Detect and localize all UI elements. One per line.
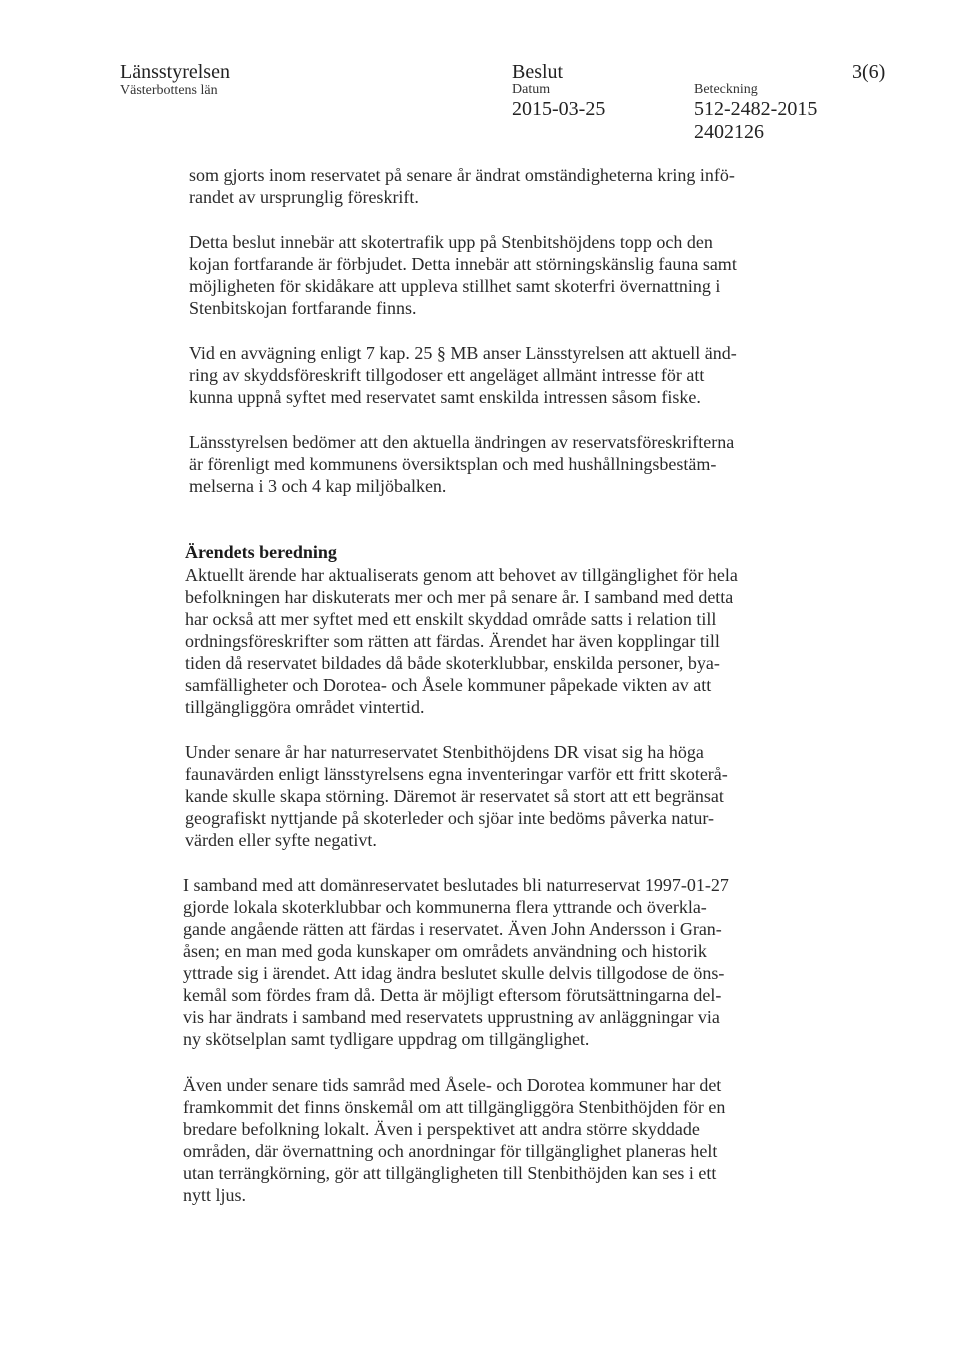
text-line: som gjorts inom reservatet på senare år ändrat omständigheterna kring infö- xyxy=(189,165,735,185)
text-line: ordningsföreskrifter som rätten att färdas. Ärendet har även kopplingar till xyxy=(185,631,720,651)
county-name: Västerbottens län xyxy=(120,83,218,98)
paragraph xyxy=(185,564,785,718)
text-line: Stenbitskojan fortfarande finns. xyxy=(189,298,417,318)
text-line: framkommit det finns önskemål om att tillgängliggöra Stenbithöjden för en xyxy=(183,1097,726,1117)
text-line: kojan fortfarande är förbjudet. Detta innebär att störningskänslig fauna samt xyxy=(189,254,737,274)
text-line: möjligheten för skidåkare att uppleva stillhet samt skoterfri övernattning i xyxy=(189,276,721,296)
text-line: ny skötselplan samt tydligare uppdrag om tillgänglighet. xyxy=(183,1029,590,1049)
text-line: gjorde lokala skoterklubbar och kommunerna flera yttrande och överkla- xyxy=(183,897,707,917)
text-line: Detta beslut innebär att skotertrafik upp på Stenbitshöjdens topp och den xyxy=(189,232,713,252)
text-line: kunna uppnå syftet med reservatet samt enskilda intressen såsom fiske. xyxy=(189,387,701,407)
section-heading: Ärendets beredning xyxy=(185,542,337,562)
text-line: nytt ljus. xyxy=(183,1185,247,1205)
paragraph xyxy=(183,874,783,1050)
text-line: yttrade sig i ärendet. Att idag ändra beslutet skulle delvis tillgodose de öns- xyxy=(183,963,725,983)
paragraph xyxy=(189,342,789,408)
text-line: Vid en avvägning enligt 7 kap. 25 § MB anser Länsstyrelsen att aktuell änd- xyxy=(189,343,737,363)
text-line: I samband med att domänreservatet beslutades bli naturreservat 1997-01-27 xyxy=(183,875,729,895)
reference-number: 512-2482-2015 xyxy=(694,98,818,120)
text-line: befolkningen har diskuterats mer och mer på senare år. I samband med detta xyxy=(185,587,734,607)
text-line: melserna i 3 och 4 kap miljöbalken. xyxy=(189,476,447,496)
paragraph xyxy=(189,231,789,319)
paragraph xyxy=(189,431,789,497)
text-line: samfälligheter och Dorotea- och Åsele kommuner påpekade vikten av att xyxy=(185,675,712,695)
text-line: åsen; en man med goda kunskaper om områdets användning och historik xyxy=(183,941,707,961)
paragraph xyxy=(185,741,785,851)
text-line: gande angående rätten att färdas i reservatet. Även John Andersson i Gran- xyxy=(183,919,722,939)
text-line: geografiskt nyttjande på skoterleder och sjöar inte bedöms påverka natur- xyxy=(185,808,714,828)
text-line: värden eller syfte negativt. xyxy=(185,830,377,850)
text-line: kemål som fördes fram då. Detta är möjligt eftersom förutsättningarna del- xyxy=(183,985,722,1005)
paragraph xyxy=(189,164,789,208)
text-line: randet av ursprunglig föreskrift. xyxy=(189,187,419,207)
text-line: vis har ändrats i samband med reservatets upprustning av anläggningar via xyxy=(183,1007,720,1027)
text-line: är förenligt med kommunens översiktsplan och med hushållningsbestäm- xyxy=(189,454,717,474)
document-date: 2015-03-25 xyxy=(512,98,606,120)
text-line: Även under senare tids samråd med Åsele- och Dorotea kommuner har det xyxy=(183,1075,722,1095)
text-line: Länsstyrelsen bedömer att den aktuella ändringen av reservatsföreskrifterna xyxy=(189,432,735,452)
paragraph xyxy=(183,1074,783,1206)
text-line: tiden då reservatet bildades då både skoterklubbar, enskilda personer, bya- xyxy=(185,653,720,673)
text-line: faunavärden enligt länsstyrelsens egna inventeringar varför ett fritt skoterå- xyxy=(185,764,728,784)
page-number: 3(6) xyxy=(852,61,886,83)
document-type: Beslut xyxy=(512,61,564,83)
text-line: har också att mer syftet med ett enskilt skyddad område satts i relation till xyxy=(185,609,717,629)
reference-label: Beteckning xyxy=(694,82,758,97)
organization-name: Länsstyrelsen xyxy=(120,61,230,83)
text-line: kande skulle skapa störning. Däremot är reservatet så stort att ett begränsat xyxy=(185,786,724,806)
text-line: områden, där övernattning och anordningar för tillgänglighet planeras helt xyxy=(183,1141,718,1161)
text-line: ring av skyddsföreskrift tillgodoser ett angeläget allmänt intresse för att xyxy=(189,365,705,385)
text-line: utan terrängkörning, gör att tillgängligheten till Stenbithöjden kan ses i ett xyxy=(183,1163,717,1183)
reference-number-secondary: 2402126 xyxy=(694,121,764,143)
text-line: bredare befolkning lokalt. Även i perspektivet att andra större skyddade xyxy=(183,1119,700,1139)
text-line: Aktuellt ärende har aktualiserats genom att behovet av tillgänglighet för hela xyxy=(185,565,738,585)
text-line: tillgängliggöra området vintertid. xyxy=(185,697,425,717)
date-label: Datum xyxy=(512,82,551,97)
text-line: Under senare år har naturreservatet Stenbithöjdens DR visat sig ha höga xyxy=(185,742,704,762)
